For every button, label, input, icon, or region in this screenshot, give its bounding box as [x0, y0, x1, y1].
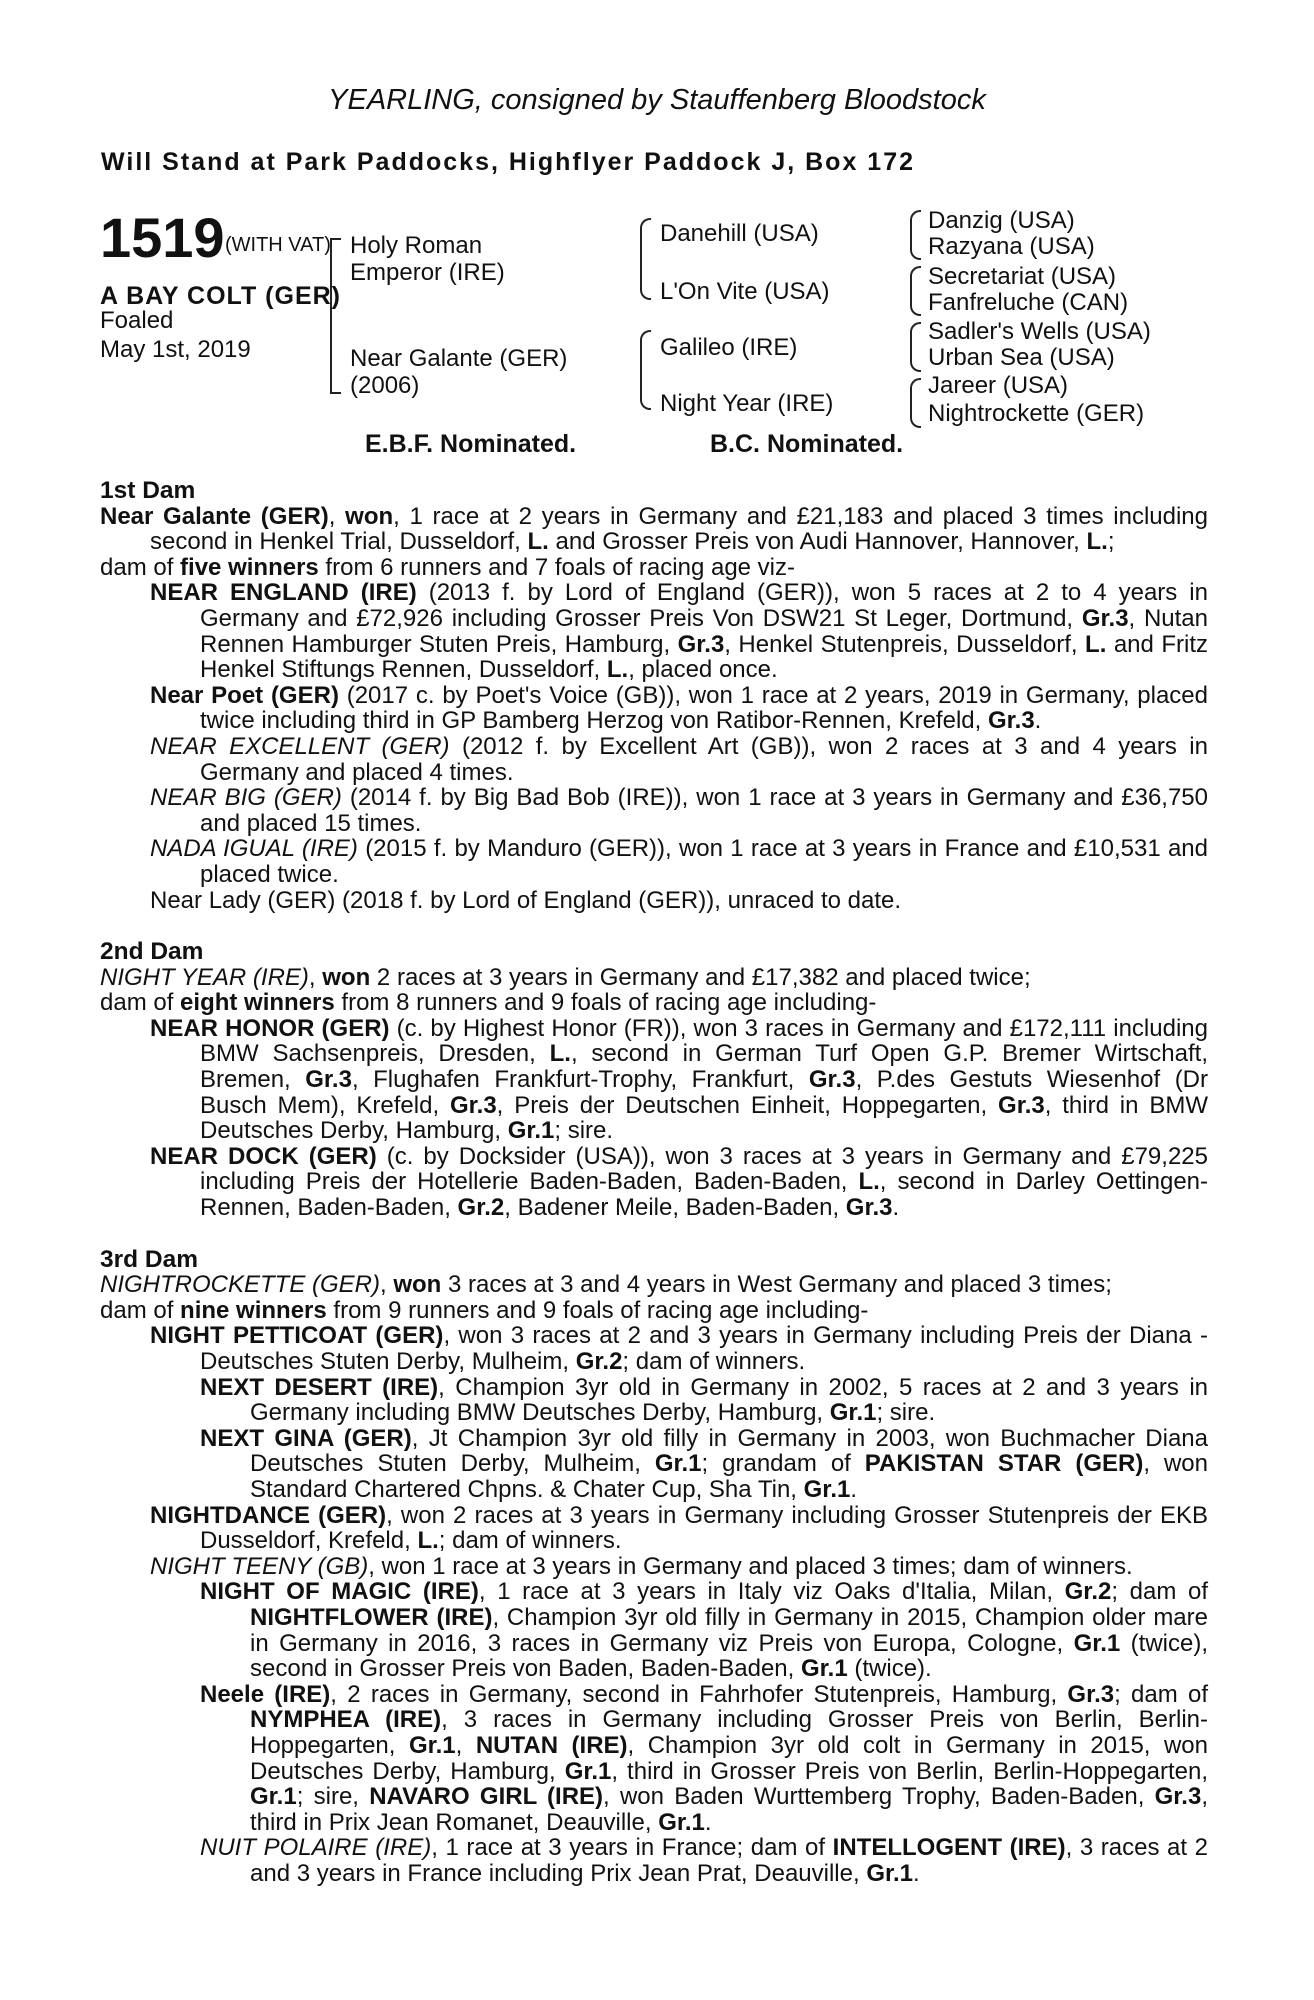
gen2-lon-vite: L'On Vite (USA)	[660, 278, 830, 305]
pedigree-entry: Near Lady (GER) (2018 f. by Lord of England (GER)), unraced to date.	[150, 886, 902, 914]
sire-name: Holy Roman Emperor (IRE)	[350, 232, 505, 286]
pedigree-entry: Near Galante (GER), won, 1 race at 2 years in Germany and £21,183 and placed 3 times including second in Henkel Trial, Dusseldorf, L. and Grosser Preis von Audi Hannover, Hannover, L.;	[100, 502, 1208, 556]
lot-number: 1519	[100, 206, 225, 269]
pedigree-entry: NIGHTROCKETTE (GER), won 3 races at 3 and 4 years in West Germany and placed 3 times;	[100, 1271, 1112, 1299]
pedigree-entry: NIGHT YEAR (IRE), won 2 races at 3 years in Germany and £17,382 and placed twice;	[100, 963, 1031, 991]
ebf-nominated: E.B.F. Nominated.	[365, 430, 577, 458]
pedigree-entry: NEXT GINA (GER), Jt Champion 3yr old filly in Germany in 2003, won Buchmacher Diana Deutsches Stuten Derby, Mulheim, Gr.1; grandam of PAKISTAN STAR (GER), won Standard Chartered Chpns. & Chater Cup, Sha Tin, Gr.1.	[200, 1424, 1208, 1503]
second-dam-section	[100, 965, 1208, 1221]
pedigree-entry: NIGHTDANCE (GER), won 2 races at 3 years in Germany including Grosser Stutenpreis der EKB Dusseldorf, Krefeld, L.; dam of winners.	[150, 1501, 1208, 1555]
gen3-danzig: Danzig (USA)	[928, 207, 1075, 234]
horse-name: A BAY COLT (GER)	[100, 282, 342, 310]
pedigree-entry: NADA IGUAL (IRE) (2015 f. by Manduro (GER)), won 1 race at 3 years in France and £10,531 and placed twice.	[150, 835, 1208, 888]
gen3-nightrockette: Nightrockette (GER)	[928, 400, 1145, 427]
pedigree-entry: Neele (IRE), 2 races in Germany, second in Fahrhofer Stutenpreis, Hamburg, Gr.3; dam of NYMPHEA (IRE), 3 races in Germany including Grosser Preis von Berlin, Berlin-Hoppegarten, Gr.1, NUTAN (IRE), Champion 3yr old colt in Germany in 2015, won Deutsches Derby, Hamburg, Gr.1, third in Grosser Preis von Berlin, Berlin-Hoppegarten, Gr.1; sire, NAVARO GIRL (IRE), won Baden Wurttemberg Trophy, Baden-Baden, Gr.3, third in Prix Jean Romanet, Deauville, Gr.1.	[200, 1680, 1209, 1836]
pedigree-entry: dam of nine winners from 9 runners and 9 foals of racing age including-	[100, 1296, 869, 1324]
pedigree-entry: NEAR ENGLAND (IRE) (2013 f. by Lord of England (GER)), won 5 races at 2 to 4 years in Germany and £72,926 including Grosser Preis Von DSW21 St Leger, Dortmund, Gr.3, Nutan Rennen Hamburger Stuten Preis, Hamburg, Gr.3, Henkel Stutenpreis, Dusseldorf, L. and Fritz Henkel Stiftungs Rennen, Dusseldorf, L., placed once.	[150, 579, 1208, 684]
pedigree-entry: NEAR BIG (GER) (2014 f. by Big Bad Bob (IRE)), won 1 race at 3 years in Germany and £36,750 and placed 15 times.	[150, 784, 1209, 837]
catalogue-subtitle: YEARLING, consigned by Stauffenberg Bloodstock	[328, 84, 986, 116]
gen2-night-year: Night Year (IRE)	[660, 390, 834, 417]
pedigree-entry: NEAR HONOR (GER) (c. by Highest Honor (FR)), won 3 races in Germany and £172,111 including BMW Sachsenpreis, Dresden, L., second in German Turf Open G.P. Bremer Wirtschaft, Bremen, Gr.3, Flughafen Frankfurt-Trophy, Frankfurt, Gr.3, P.des Gestuts Wiesenhof (Dr Busch Mem), Krefeld, Gr.3, Preis der Deutschen Einheit, Hoppegarten, Gr.3, third in BMW Deutsches Derby, Hamburg, Gr.1; sire.	[150, 1014, 1209, 1145]
pedigree-bracket-galileo	[910, 322, 921, 372]
pedigree-entry: NUIT POLAIRE (IRE), 1 race at 3 years in France; dam of INTELLOGENT (IRE), 3 races at 2 and 3 years in France including Prix Jean Prat, Deauville, Gr.1.	[200, 1834, 1209, 1887]
first-dam-heading: 1st Dam	[100, 477, 196, 504]
gen3-urban-sea: Urban Sea (USA)	[928, 344, 1115, 371]
pedigree-bracket-night-year	[910, 378, 921, 428]
pedigree-entry: NIGHT PETTICOAT (GER), won 3 races at 2 and 3 years in Germany including Preis der Diana - Deutsches Stuten Derby, Mulheim, Gr.2; dam of winners.	[150, 1322, 1209, 1375]
gen2-danehill: Danehill (USA)	[660, 220, 819, 247]
pedigree-entry: NEAR DOCK (GER) (c. by Docksider (USA)), won 3 races at 3 years in Germany and £79,225 including Preis der Hotellerie Baden-Baden, Baden-Baden, L., second in Darley Oettingen-Rennen, Baden-Baden, Gr.2, Badener Meile, Baden-Baden, Gr.3.	[150, 1142, 1208, 1222]
foaled-date: May 1st, 2019	[100, 336, 251, 363]
pedigree-entry: NEAR EXCELLENT (GER) (2012 f. by Excellent Art (GB)), won 2 races at 3 and 4 years in Germany and placed 4 times.	[150, 732, 1208, 786]
pedigree-bracket-lon-vite	[910, 266, 921, 316]
third-dam-section	[100, 1272, 1208, 1886]
bc-nominated: B.C. Nominated.	[710, 430, 904, 458]
first-dam-section	[100, 504, 1208, 914]
gen3-secretariat: Secretariat (USA)	[928, 263, 1117, 290]
foaled-label: Foaled	[100, 307, 174, 334]
pedigree-entry: NEXT DESERT (IRE), Champion 3yr old in Germany in 2002, 5 races at 2 and 3 years in Germany including BMW Deutsches Derby, Hamburg, Gr.1; sire.	[200, 1373, 1209, 1427]
gen3-sadlers-wells: Sadler's Wells (USA)	[928, 318, 1151, 345]
dam-name: Near Galante (GER) (2006)	[350, 345, 568, 399]
gen3-razyana: Razyana (USA)	[928, 233, 1095, 260]
pedigree-bracket-main	[330, 238, 341, 394]
foaled-info	[100, 306, 300, 364]
pedigree-bracket-danehill	[910, 210, 921, 260]
pedigree-entry: dam of eight winners from 8 runners and 9 foals of racing age including-	[100, 989, 877, 1017]
pedigree-bracket-dam	[640, 330, 651, 410]
third-dam-heading: 3rd Dam	[100, 1245, 199, 1273]
pedigree-entry: NIGHT TEENY (GB), won 1 race at 3 years in Germany and placed 3 times; dam of winners.	[150, 1552, 1133, 1580]
pedigree-entry: NIGHT OF MAGIC (IRE), 1 race at 3 years in Italy viz Oaks d'Italia, Milan, Gr.2; dam of NIGHTFLOWER (IRE), Champion 3yr old filly in Germany in 2015, Champion older mare in Germany in 2016, 3 races in Germany viz Preis von Europa, Cologne, Gr.1 (twice), second in Grosser Preis von Baden, Baden-Baden, Gr.1 (twice).	[200, 1578, 1208, 1683]
pedigree-notes	[100, 478, 1208, 1886]
gen3-jareer: Jareer (USA)	[928, 372, 1069, 399]
stand-location: Will Stand at Park Paddocks, Highflyer Paddock J, Box 172	[101, 148, 915, 176]
gen2-galileo: Galileo (IRE)	[660, 334, 798, 361]
pedigree-entry: dam of five winners from 6 runners and 7 foals of racing age viz-	[100, 553, 796, 581]
vat-note: (WITH VAT)	[225, 234, 331, 256]
pedigree-entry: Near Poet (GER) (2017 c. by Poet's Voice (GB)), won 1 race at 2 years, 2019 in Germany, placed twice including third in GP Bamberg Herzog von Ratibor-Rennen, Krefeld, Gr.3.	[150, 681, 1208, 735]
gen3-fanfreluche: Fanfreluche (CAN)	[928, 289, 1129, 316]
second-dam-heading: 2nd Dam	[100, 938, 204, 966]
pedigree-bracket-sire	[640, 218, 651, 300]
